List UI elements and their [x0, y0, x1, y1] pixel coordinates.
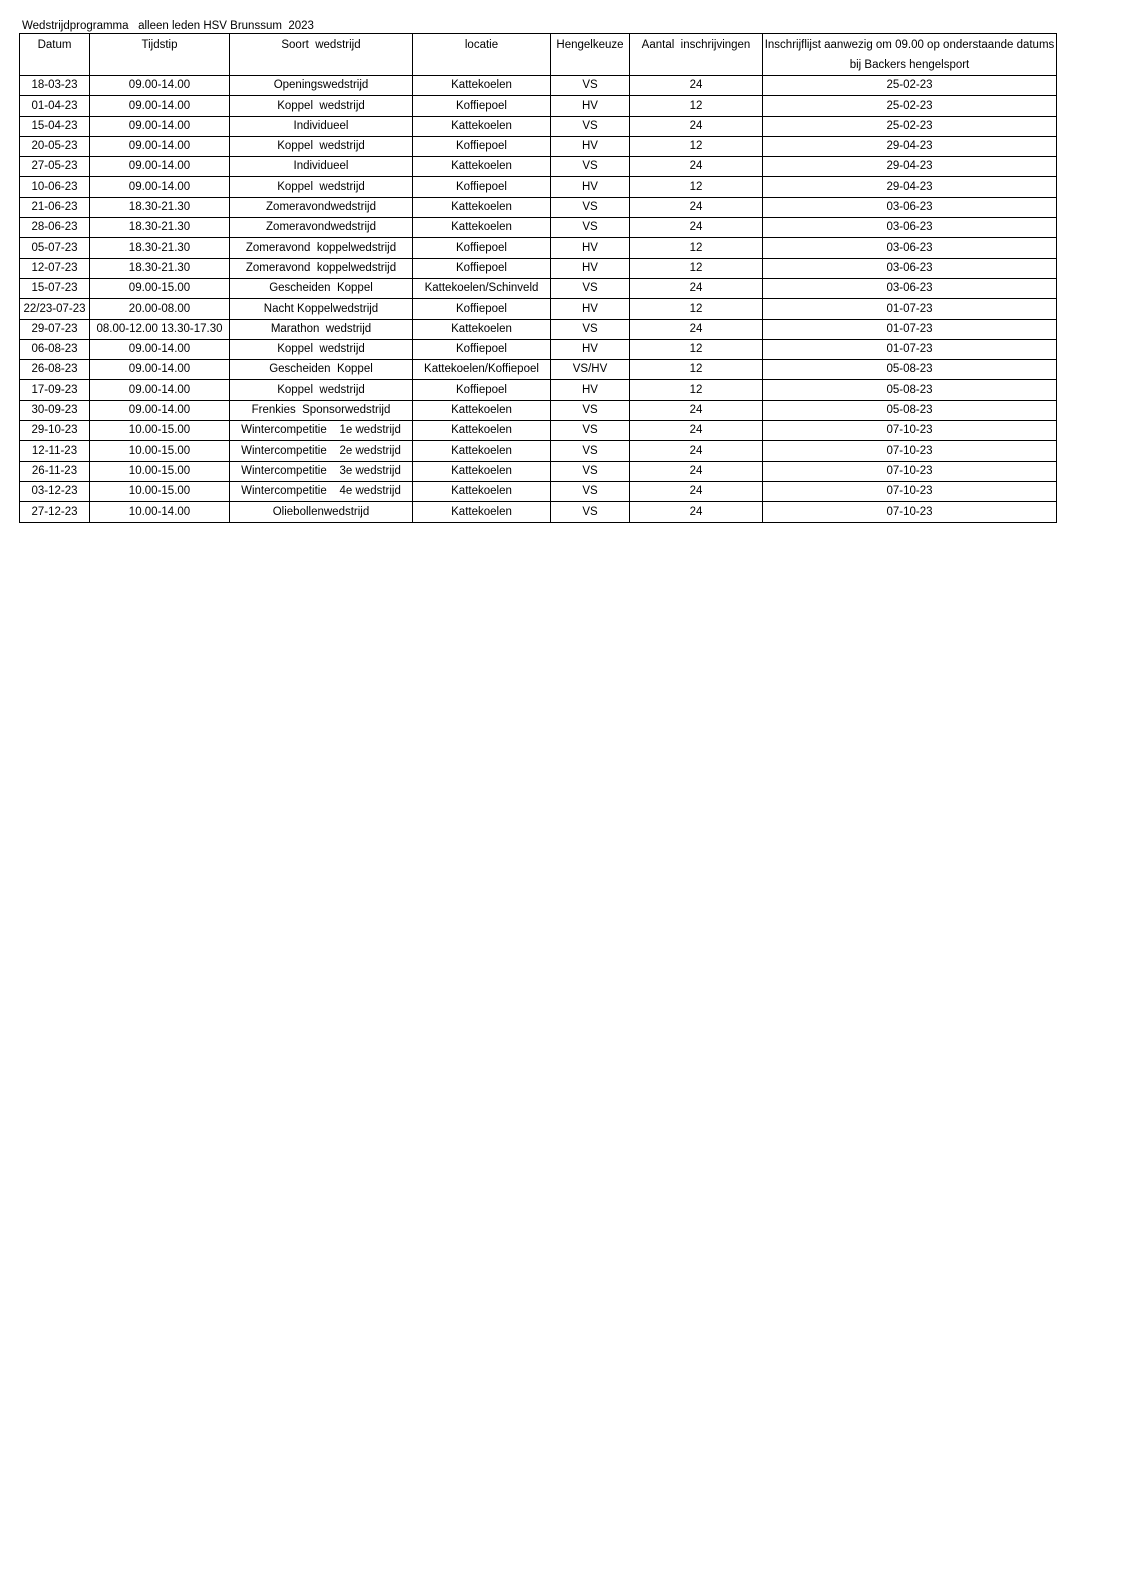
- cell-aantal-inschrijvingen: 24: [630, 461, 763, 481]
- cell-datum: 10-06-23: [20, 177, 90, 197]
- competition-schedule-table: [19, 33, 1057, 523]
- header-soort-wedstrijd: Soort wedstrijd: [230, 34, 413, 76]
- cell-soort-wedstrijd: Koppel wedstrijd: [230, 339, 413, 359]
- cell-aantal-inschrijvingen: 12: [630, 299, 763, 319]
- cell-locatie: Kattekoelen: [413, 116, 551, 136]
- cell-datum: 01-04-23: [20, 96, 90, 116]
- cell-locatie: Kattekoelen: [413, 421, 551, 441]
- cell-tijdstip: 09.00-14.00: [90, 136, 230, 156]
- cell-datum: 17-09-23: [20, 380, 90, 400]
- cell-inschrijflijst: 01-07-23: [763, 299, 1057, 319]
- cell-aantal-inschrijvingen: 12: [630, 96, 763, 116]
- cell-inschrijflijst: 29-04-23: [763, 177, 1057, 197]
- table-row: [20, 136, 1057, 156]
- cell-hengelkeuze: HV: [551, 380, 630, 400]
- header-hengelkeuze: Hengelkeuze: [551, 34, 630, 76]
- cell-aantal-inschrijvingen: 24: [630, 502, 763, 522]
- table-row: [20, 76, 1057, 96]
- cell-soort-wedstrijd: Oliebollenwedstrijd: [230, 502, 413, 522]
- table-row: [20, 461, 1057, 481]
- cell-soort-wedstrijd: Zomeravond koppelwedstrijd: [230, 258, 413, 278]
- table-row: [20, 238, 1057, 258]
- cell-datum: 05-07-23: [20, 238, 90, 258]
- cell-aantal-inschrijvingen: 12: [630, 238, 763, 258]
- cell-soort-wedstrijd: Marathon wedstrijd: [230, 319, 413, 339]
- table-row: [20, 197, 1057, 217]
- cell-hengelkeuze: VS: [551, 76, 630, 96]
- cell-locatie: Kattekoelen: [413, 319, 551, 339]
- cell-aantal-inschrijvingen: 24: [630, 481, 763, 501]
- cell-inschrijflijst: 03-06-23: [763, 238, 1057, 258]
- cell-soort-wedstrijd: Individueel: [230, 157, 413, 177]
- cell-tijdstip: 09.00-14.00: [90, 380, 230, 400]
- cell-inschrijflijst: 07-10-23: [763, 441, 1057, 461]
- table-row: [20, 278, 1057, 298]
- cell-locatie: Koffiepoel: [413, 258, 551, 278]
- document-title: Wedstrijdprogramma alleen leden HSV Brunssum 2023: [22, 20, 314, 32]
- cell-locatie: Kattekoelen: [413, 157, 551, 177]
- cell-inschrijflijst: 29-04-23: [763, 157, 1057, 177]
- cell-hengelkeuze: HV: [551, 238, 630, 258]
- cell-datum: 27-12-23: [20, 502, 90, 522]
- cell-locatie: Kattekoelen: [413, 481, 551, 501]
- cell-aantal-inschrijvingen: 12: [630, 360, 763, 380]
- table-row: [20, 421, 1057, 441]
- cell-tijdstip: 09.00-14.00: [90, 96, 230, 116]
- cell-locatie: Koffiepoel: [413, 299, 551, 319]
- table-row: [20, 502, 1057, 522]
- cell-soort-wedstrijd: Zomeravondwedstrijd: [230, 197, 413, 217]
- cell-inschrijflijst: 29-04-23: [763, 136, 1057, 156]
- cell-aantal-inschrijvingen: 24: [630, 278, 763, 298]
- cell-inschrijflijst: 03-06-23: [763, 218, 1057, 238]
- table-row: [20, 96, 1057, 116]
- cell-aantal-inschrijvingen: 24: [630, 116, 763, 136]
- cell-inschrijflijst: 03-06-23: [763, 197, 1057, 217]
- table-row: [20, 177, 1057, 197]
- cell-soort-wedstrijd: Nacht Koppelwedstrijd: [230, 299, 413, 319]
- cell-inschrijflijst: 05-08-23: [763, 380, 1057, 400]
- cell-locatie: Kattekoelen/Koffiepoel: [413, 360, 551, 380]
- cell-locatie: Koffiepoel: [413, 380, 551, 400]
- cell-soort-wedstrijd: Wintercompetitie 1e wedstrijd: [230, 421, 413, 441]
- cell-datum: 28-06-23: [20, 218, 90, 238]
- cell-locatie: Kattekoelen: [413, 461, 551, 481]
- cell-inschrijflijst: 05-08-23: [763, 400, 1057, 420]
- cell-hengelkeuze: VS: [551, 319, 630, 339]
- cell-tijdstip: 10.00-15.00: [90, 481, 230, 501]
- table-row: [20, 441, 1057, 461]
- cell-tijdstip: 09.00-14.00: [90, 177, 230, 197]
- table-row: [20, 319, 1057, 339]
- cell-locatie: Kattekoelen: [413, 502, 551, 522]
- cell-tijdstip: 18.30-21.30: [90, 197, 230, 217]
- cell-locatie: Koffiepoel: [413, 339, 551, 359]
- header-datum: Datum: [20, 34, 90, 76]
- cell-datum: 21-06-23: [20, 197, 90, 217]
- table-row: [20, 258, 1057, 278]
- cell-tijdstip: 09.00-15.00: [90, 278, 230, 298]
- cell-inschrijflijst: 03-06-23: [763, 258, 1057, 278]
- cell-tijdstip: 09.00-14.00: [90, 400, 230, 420]
- cell-datum: 15-07-23: [20, 278, 90, 298]
- cell-hengelkeuze: VS: [551, 218, 630, 238]
- cell-inschrijflijst: 25-02-23: [763, 96, 1057, 116]
- cell-datum: 26-11-23: [20, 461, 90, 481]
- table-row: [20, 116, 1057, 136]
- cell-soort-wedstrijd: Gescheiden Koppel: [230, 360, 413, 380]
- cell-datum: 29-07-23: [20, 319, 90, 339]
- cell-hengelkeuze: VS: [551, 421, 630, 441]
- cell-inschrijflijst: 07-10-23: [763, 421, 1057, 441]
- cell-locatie: Koffiepoel: [413, 136, 551, 156]
- cell-aantal-inschrijvingen: 24: [630, 197, 763, 217]
- cell-aantal-inschrijvingen: 12: [630, 339, 763, 359]
- cell-locatie: Kattekoelen: [413, 218, 551, 238]
- cell-locatie: Kattekoelen: [413, 76, 551, 96]
- cell-soort-wedstrijd: Zomeravondwedstrijd: [230, 218, 413, 238]
- cell-aantal-inschrijvingen: 24: [630, 218, 763, 238]
- cell-tijdstip: 09.00-14.00: [90, 157, 230, 177]
- cell-inschrijflijst: 05-08-23: [763, 360, 1057, 380]
- cell-soort-wedstrijd: Individueel: [230, 116, 413, 136]
- cell-inschrijflijst: 25-02-23: [763, 116, 1057, 136]
- cell-locatie: Kattekoelen: [413, 197, 551, 217]
- cell-datum: 26-08-23: [20, 360, 90, 380]
- table-row: [20, 380, 1057, 400]
- cell-aantal-inschrijvingen: 24: [630, 157, 763, 177]
- cell-tijdstip: 10.00-14.00: [90, 502, 230, 522]
- cell-aantal-inschrijvingen: 12: [630, 136, 763, 156]
- cell-soort-wedstrijd: Zomeravond koppelwedstrijd: [230, 238, 413, 258]
- cell-aantal-inschrijvingen: 24: [630, 421, 763, 441]
- cell-inschrijflijst: 03-06-23: [763, 278, 1057, 298]
- table-row: [20, 481, 1057, 501]
- cell-hengelkeuze: VS/HV: [551, 360, 630, 380]
- cell-hengelkeuze: HV: [551, 339, 630, 359]
- cell-datum: 06-08-23: [20, 339, 90, 359]
- cell-locatie: Kattekoelen: [413, 400, 551, 420]
- cell-hengelkeuze: HV: [551, 96, 630, 116]
- header-aantal-inschrijvingen: Aantal inschrijvingen: [630, 34, 763, 76]
- header-locatie: locatie: [413, 34, 551, 76]
- cell-datum: 12-11-23: [20, 441, 90, 461]
- cell-soort-wedstrijd: Wintercompetitie 4e wedstrijd: [230, 481, 413, 501]
- cell-hengelkeuze: VS: [551, 461, 630, 481]
- cell-tijdstip: 18.30-21.30: [90, 258, 230, 278]
- cell-locatie: Kattekoelen/Schinveld: [413, 278, 551, 298]
- cell-inschrijflijst: 01-07-23: [763, 319, 1057, 339]
- cell-tijdstip: 18.30-21.30: [90, 238, 230, 258]
- table-row: [20, 360, 1057, 380]
- cell-hengelkeuze: VS: [551, 157, 630, 177]
- cell-locatie: Kattekoelen: [413, 441, 551, 461]
- cell-datum: 18-03-23: [20, 76, 90, 96]
- cell-inschrijflijst: 25-02-23: [763, 76, 1057, 96]
- cell-aantal-inschrijvingen: 24: [630, 319, 763, 339]
- cell-datum: 27-05-23: [20, 157, 90, 177]
- cell-aantal-inschrijvingen: 12: [630, 258, 763, 278]
- cell-tijdstip: 10.00-15.00: [90, 441, 230, 461]
- cell-soort-wedstrijd: Gescheiden Koppel: [230, 278, 413, 298]
- cell-tijdstip: 20.00-08.00: [90, 299, 230, 319]
- cell-datum: 03-12-23: [20, 481, 90, 501]
- cell-hengelkeuze: VS: [551, 278, 630, 298]
- cell-inschrijflijst: 07-10-23: [763, 461, 1057, 481]
- cell-hengelkeuze: HV: [551, 258, 630, 278]
- cell-hengelkeuze: VS: [551, 481, 630, 501]
- cell-aantal-inschrijvingen: 24: [630, 76, 763, 96]
- table-row: [20, 299, 1057, 319]
- cell-locatie: Koffiepoel: [413, 177, 551, 197]
- cell-hengelkeuze: HV: [551, 177, 630, 197]
- cell-soort-wedstrijd: Wintercompetitie 2e wedstrijd: [230, 441, 413, 461]
- cell-soort-wedstrijd: Koppel wedstrijd: [230, 177, 413, 197]
- cell-tijdstip: 09.00-14.00: [90, 116, 230, 136]
- cell-tijdstip: 08.00-12.00 13.30-17.30: [90, 319, 230, 339]
- cell-hengelkeuze: VS: [551, 502, 630, 522]
- cell-tijdstip: 09.00-14.00: [90, 360, 230, 380]
- cell-hengelkeuze: VS: [551, 400, 630, 420]
- cell-hengelkeuze: VS: [551, 116, 630, 136]
- cell-soort-wedstrijd: Openingswedstrijd: [230, 76, 413, 96]
- cell-soort-wedstrijd: Koppel wedstrijd: [230, 136, 413, 156]
- cell-datum: 30-09-23: [20, 400, 90, 420]
- cell-inschrijflijst: 07-10-23: [763, 502, 1057, 522]
- cell-inschrijflijst: 01-07-23: [763, 339, 1057, 359]
- cell-soort-wedstrijd: Frenkies Sponsorwedstrijd: [230, 400, 413, 420]
- cell-inschrijflijst: 07-10-23: [763, 481, 1057, 501]
- table-row: [20, 157, 1057, 177]
- cell-aantal-inschrijvingen: 12: [630, 177, 763, 197]
- table-row: [20, 218, 1057, 238]
- cell-datum: 15-04-23: [20, 116, 90, 136]
- header-tijdstip: Tijdstip: [90, 34, 230, 76]
- cell-datum: 29-10-23: [20, 421, 90, 441]
- cell-hengelkeuze: VS: [551, 441, 630, 461]
- table-row: [20, 400, 1057, 420]
- cell-soort-wedstrijd: Koppel wedstrijd: [230, 380, 413, 400]
- header-row: [20, 34, 1057, 76]
- cell-tijdstip: 18.30-21.30: [90, 218, 230, 238]
- cell-tijdstip: 09.00-14.00: [90, 339, 230, 359]
- cell-tijdstip: 10.00-15.00: [90, 421, 230, 441]
- cell-datum: 20-05-23: [20, 136, 90, 156]
- cell-aantal-inschrijvingen: 24: [630, 441, 763, 461]
- cell-soort-wedstrijd: Koppel wedstrijd: [230, 96, 413, 116]
- cell-tijdstip: 10.00-15.00: [90, 461, 230, 481]
- cell-locatie: Koffiepoel: [413, 238, 551, 258]
- cell-aantal-inschrijvingen: 12: [630, 380, 763, 400]
- table-row: [20, 339, 1057, 359]
- cell-soort-wedstrijd: Wintercompetitie 3e wedstrijd: [230, 461, 413, 481]
- cell-hengelkeuze: VS: [551, 197, 630, 217]
- cell-aantal-inschrijvingen: 24: [630, 400, 763, 420]
- cell-hengelkeuze: HV: [551, 136, 630, 156]
- schedule-body: [20, 76, 1057, 523]
- cell-datum: 22/23-07-23: [20, 299, 90, 319]
- cell-tijdstip: 09.00-14.00: [90, 76, 230, 96]
- cell-datum: 12-07-23: [20, 258, 90, 278]
- cell-locatie: Koffiepoel: [413, 96, 551, 116]
- header-inschrijflijst: Inschrijflijst aanwezig om 09.00 op onderstaande datums bij Backers hengelsport: [763, 34, 1057, 76]
- cell-hengelkeuze: HV: [551, 299, 630, 319]
